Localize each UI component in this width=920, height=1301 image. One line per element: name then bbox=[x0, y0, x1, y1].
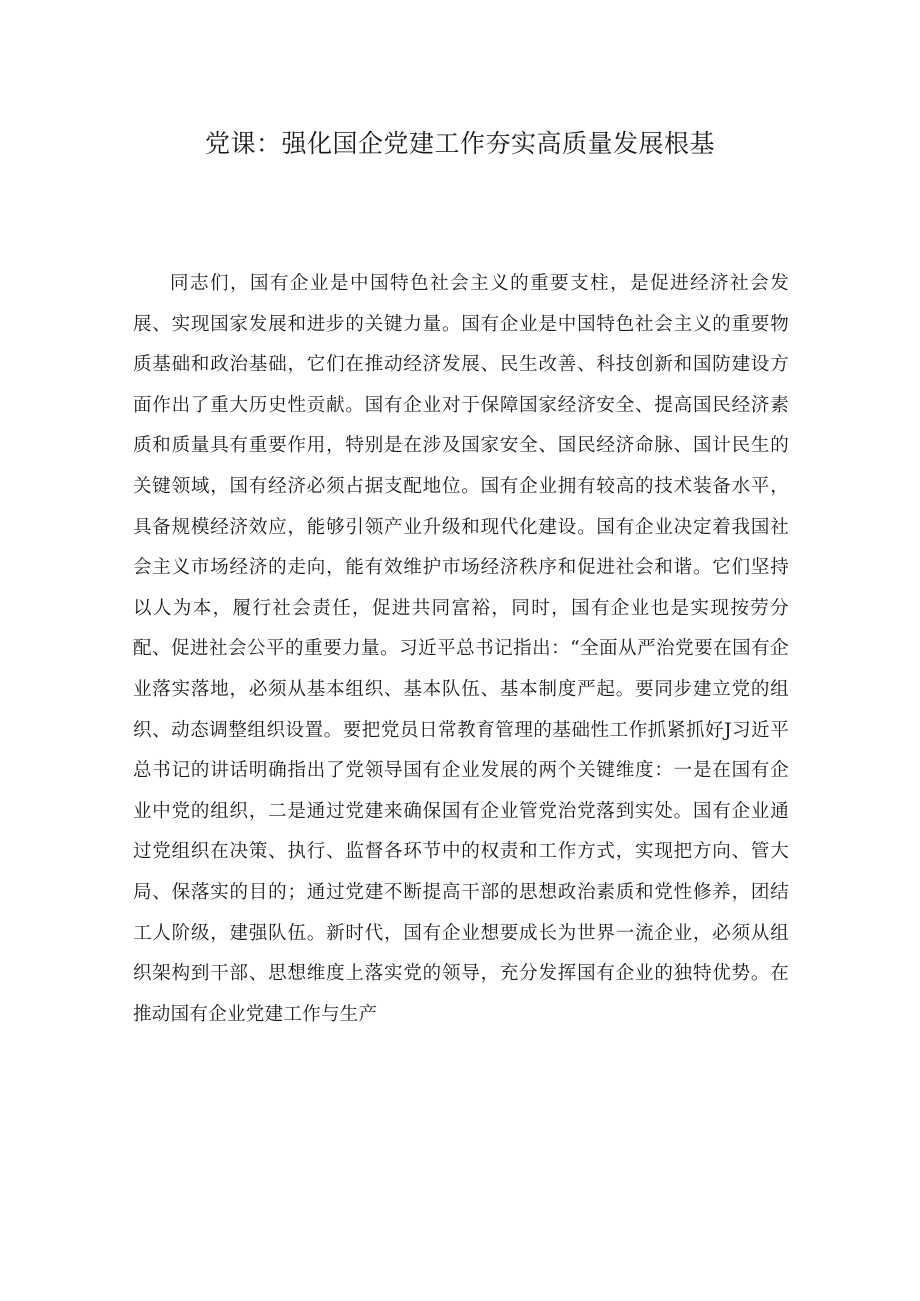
document-title: 党课：强化国企党建工作夯实高质量发展根基 bbox=[204, 129, 715, 158]
body-paragraph: 同志们，国有企业是中国特色社会主义的重要支柱，是促进经济社会发展、实现国家发展和进步的关键力量。国有企业是中国特色社会主义的重要物质基础和政治基础，它们在推动经济发展、民生改善、科技创新和国防建设方面作出了重大历史性贡献。国有企业对于保障国家经济安全、提高国民经济素质和质量具有重要作用，特别是在涉及国家安全、国民经济命脉、国计民生的关键领域，国有经济必须占据支配地位。国有企业拥有较高的技术装备水平，具备规模经济效应，能够引领产业升级和现代化建设。国有企业决定着我国社会主义市场经济的走向，能有效维护市场经济秩序和促进社会和谐。它们坚持以人为本，履行社会责任，促进共同富裕，同时，国有企业也是实现按劳分配、促进社会公平的重要力量。习近平总书记指出：“全面从严治党要在国有企业落实落地，必须从基本组织、基本队伍、基本制度严起。要同步建立党的组织、动态调整组织设置。要把党员日常教育管理的基础性工作抓紧抓好J习近平总书记的讲话明确指出了党领导国有企业发展的两个关键维度：一是在国有企业中党的组织，二是通过党建来确保国有企业管党治党落到实处。国有企业通过党组织在决策、执行、监督各环节中的权责和工作方式，实现把方向、管大局、保落实的目的；通过党建不断提高干部的思想政治素质和党性修养，团结工人阶级，建强队伍。新时代，国有企业想要成长为世界一流企业，必须从组织架构到干部、思想维度上落实党的领导，充分发挥国有企业的独特优势。在推动国有企业党建工作与生产 bbox=[133, 273, 789, 1025]
